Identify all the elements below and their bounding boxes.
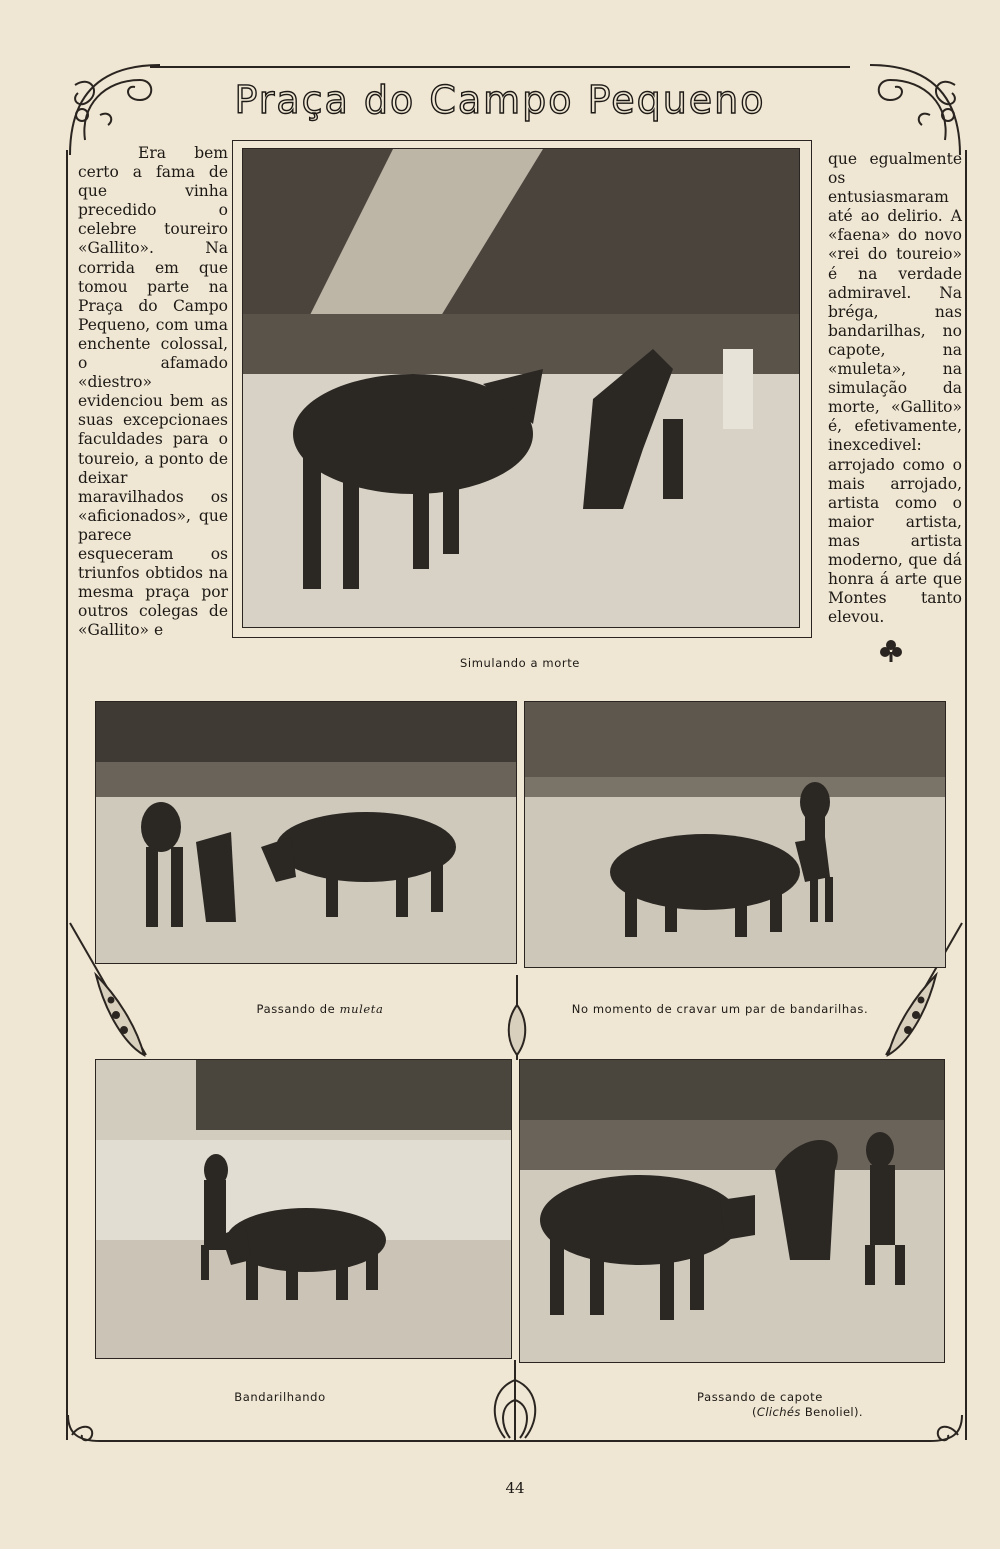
caption-cravar-bandarilhas: No momento de cravar um par de bandarilhas.	[571, 1002, 869, 1016]
caption-passando-de-capote: Passando de capote	[697, 1390, 823, 1404]
frame-right-line	[965, 150, 967, 1440]
center-lance-ornament-icon	[500, 975, 534, 1060]
article-title: Praça do Campo Pequeno	[234, 78, 766, 122]
left-text-column	[78, 144, 228, 640]
frame-left-line	[66, 150, 68, 1440]
caption-muleta-prefix: Passando de	[256, 1002, 336, 1016]
bottom-center-ornament-icon	[470, 1360, 560, 1440]
caption-bandarilhando: Bandarilhando	[234, 1390, 326, 1404]
caption-passando-de-muleta	[200, 1002, 440, 1016]
photo-credit	[752, 1405, 863, 1419]
photo-bandarilhando	[95, 1059, 512, 1359]
page-number: 44	[505, 1479, 525, 1497]
corner-ornament-top-right-icon	[860, 55, 970, 165]
credit-name: Benoliel).	[804, 1405, 863, 1419]
photo-cravar-bandarilhas	[524, 701, 946, 968]
caption-simulando-a-morte: Simulando a morte	[460, 656, 580, 670]
right-column-paragraph: que egualmente os entusiasmaram até ao delirio. A «faena» do novo «rei do toureio» é na verdade admiravel. Na bréga, nas bandarilhas, no capote, na «muleta», na simulação da morte, «Gallito» é, efetivamente, inexcedivel: arrojado como o mais arrojado, artista como o maior artista, mas artista moderno, que dá honra á arte que Montes tanto elevou.	[828, 150, 962, 627]
corner-ornament-bottom-left-icon	[60, 1405, 170, 1455]
credit-open-paren: (	[752, 1405, 757, 1419]
left-column-paragraph: Era bem certo a fama de que vinha precedido o celebre toureiro «Gallito». Na corrida em que tomou parte na Praça do Campo Pequeno, com uma enchente colossal, o afamado «diestro» evidenciou bem as suas excepcionaes faculdades para o toureio, a ponto de deixar maravilhados os «aficionados», que parece esqueceram os triunfos obtidos na mesma praça por outros colegas de «Gallito» e	[78, 144, 228, 640]
corner-ornament-bottom-right-icon	[860, 1405, 970, 1455]
photo-simulando-a-morte	[242, 148, 800, 628]
right-text-column	[828, 150, 962, 627]
photo-passando-de-muleta	[95, 701, 517, 964]
credit-cliches: Clichés	[756, 1405, 801, 1419]
frame-bottom-line	[100, 1440, 900, 1442]
caption-muleta-italic: muleta	[339, 1002, 384, 1016]
frame-top-line	[150, 66, 850, 68]
photo-passando-de-capote	[519, 1059, 945, 1363]
club-ornament-icon	[878, 638, 904, 664]
